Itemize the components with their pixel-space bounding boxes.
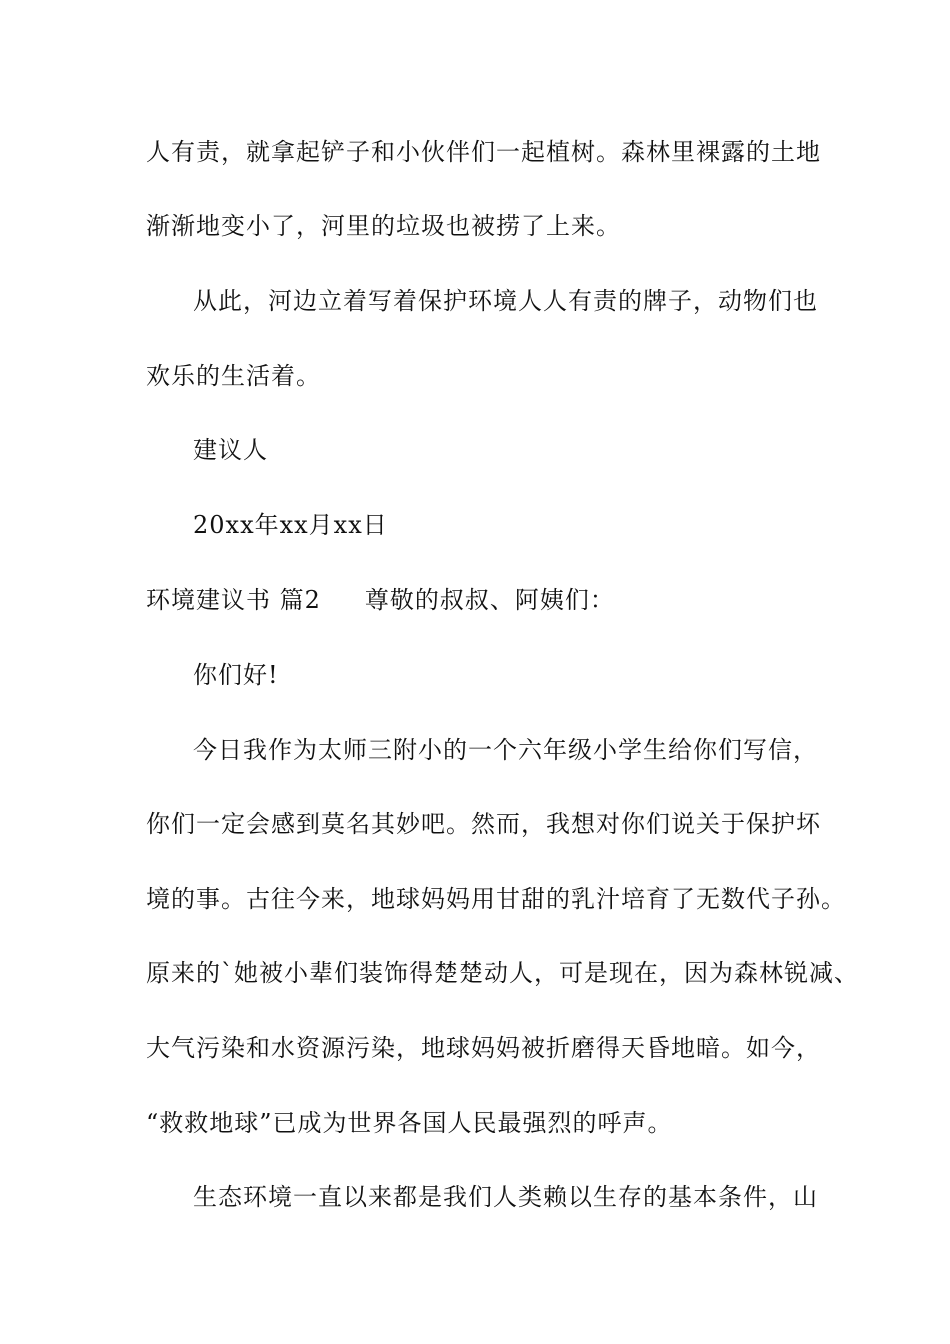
salutation: 尊敬的叔叔、阿姨们： [364, 586, 615, 614]
paragraph-line: 今日我作为太师三附小的一个六年级小学生给你们写信， [193, 736, 818, 764]
paragraph-line: 欢乐的生活着。 [146, 362, 321, 390]
paragraph-line: 境的事。古往今来，地球妈妈用甘甜的乳汁培育了无数代子孙。 [146, 885, 846, 913]
paragraph-line: 人有责，就拿起铲子和小伙伴们一起植树。森林里裸露的土地 [146, 138, 821, 166]
signature-label: 建议人 [193, 436, 268, 464]
paragraph-line: “救救地球”已成为世界各国人民最强烈的呼声。 [146, 1109, 673, 1137]
paragraph-line: 大气污染和水资源污染，地球妈妈被折磨得天昏地暗。如今， [146, 1034, 821, 1062]
paragraph-line: 生态环境一直以来都是我们人类赖以生存的基本条件，山 [193, 1183, 818, 1211]
paragraph-line: 渐渐地变小了，河里的垃圾也被捞了上来。 [146, 212, 621, 240]
section-heading-line [146, 585, 615, 615]
greeting: 你们好! [193, 661, 279, 689]
section-heading: 环境建议书 篇2 [146, 586, 321, 614]
paragraph-line: 原来的`她被小辈们装饰得楚楚动人，可是现在，因为森林锐减、 [146, 959, 859, 987]
paragraph-line: 你们一定会感到莫名其妙吧。然而，我想对你们说关于保护坏 [146, 810, 821, 838]
paragraph-line: 从此，河边立着写着保护环境人人有责的牌子，动物们也 [193, 287, 818, 315]
date-line: 20xx年xx月xx日 [193, 511, 388, 539]
